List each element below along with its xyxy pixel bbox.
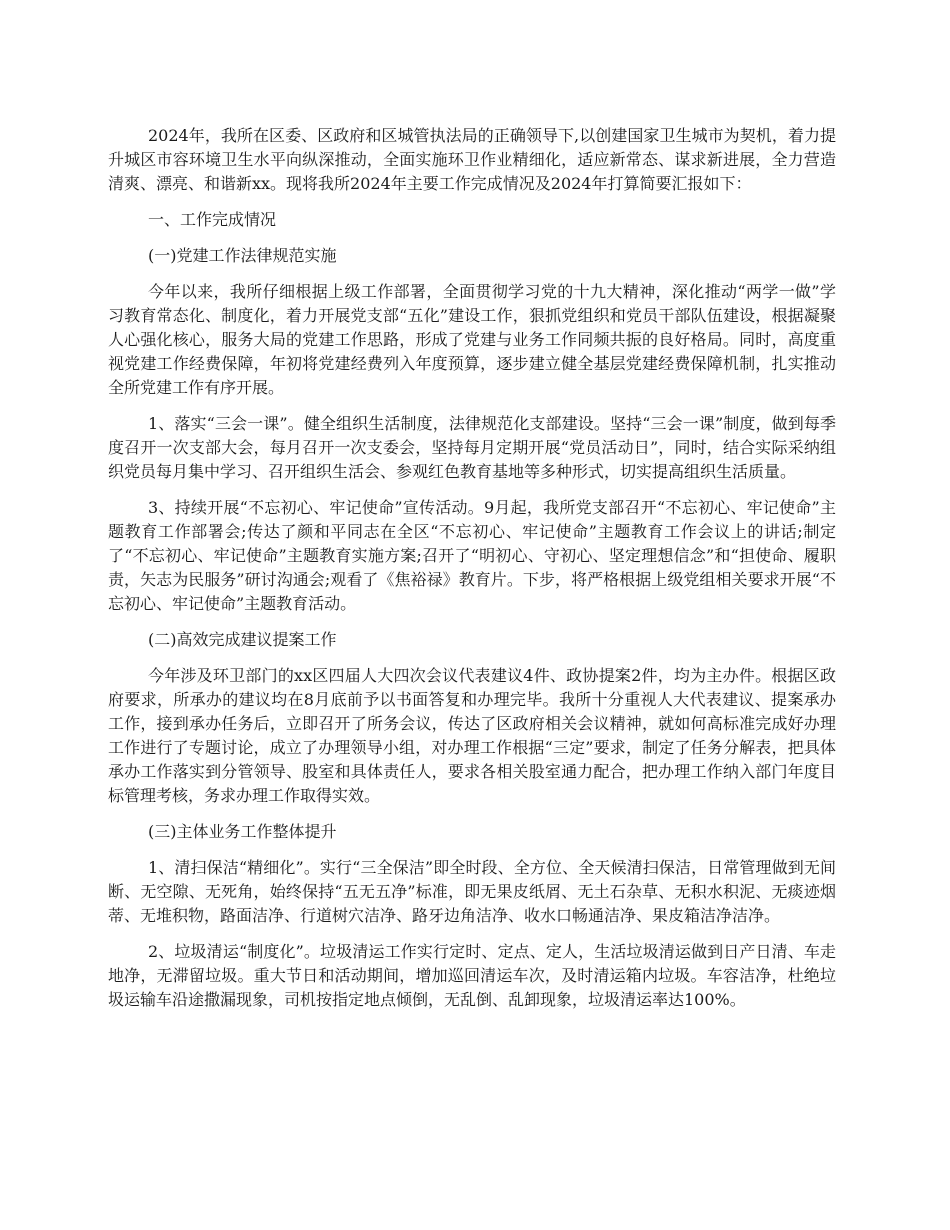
- document-page: [108, 124, 836, 1024]
- proposals-paragraph: 今年涉及环卫部门的xx区四届人大四次会议代表建议4件、政协提案2件，均为主办件。根据区政府要求，所承办的建议均在8月底前予以书面答复和办理完毕。我所十分重视人大代表建议、提案承办工作，接到承办任务后，立即召开了所务会议，传达了区政府相关会议精神，就如何高标准完成好办理工作进行了专题讨论，成立了办理领导小组，对办理工作根据“三定”要求，制定了任务分解表，把具体承办工作落实到分管领导、股室和具体责任人，要求各相关股室通力配合，把办理工作纳入部门年度目标管理考核，务求办理工作取得实效。: [108, 666, 836, 805]
- three-meetings-paragraph: 1、落实“三会一课”。健全组织生活制度，法律规范化支部建设。坚持“三会一课”制度，做到每季度召开一次支部大会，每月召开一次支委会，坚持每月定期开展“党员活动日”，同时，结合实际采纳组织党员每月集中学习、召开组织生活会、参观红色教育基地等多种形式，切实提高组织生活质量。: [108, 414, 836, 481]
- cleaning-paragraph: 1、清扫保洁“精细化”。实行“三全保洁”即全时段、全方位、全天候清扫保洁，日常管理做到无间断、无空隙、无死角，始终保持“五无五净”标准，即无果皮纸屑、无土石杂草、无积水积泥、无痰迹烟蒂、无堆积物，路面洁净、行道树穴洁净、路牙边角洁净、收水口畅通洁净、果皮箱洁净洁净。: [108, 858, 836, 925]
- subsection-heading-party-building: (一)党建工作法律规范实施: [148, 246, 337, 265]
- garbage-transport-paragraph: 2、垃圾清运“制度化”。垃圾清运工作实行定时、定点、定人，生活垃圾清运做到日产日清、车走地净，无滞留垃圾。重大节日和活动期间，增加巡回清运车次，及时清运箱内垃圾。车容洁净，杜绝垃圾运输车沿途撒漏现象，司机按指定地点倾倒，无乱倒、乱卸现象，垃圾清运率达100%。: [108, 942, 836, 1009]
- original-mission-paragraph: 3、持续开展“不忘初心、牢记使命”宣传活动。9月起，我所党支部召开“不忘初心、牢记使命”主题教育工作部署会;传达了颜和平同志在全区“不忘初心、牢记使命”主题教育工作会议上的讲话;制定了“不忘初心、牢记使命”主题教育实施方案;召开了“明初心、守初心、坚定理想信念”和“担使命、履职责，矢志为民服务”研讨沟通会;观看了《焦裕禄》教育片。下步，将严格根据上级党组相关要求开展“不忘初心、牢记使命”主题教育活动。: [108, 498, 836, 613]
- section-heading-work-completion: 一、工作完成情况: [148, 210, 277, 229]
- party-building-paragraph: 今年以来，我所仔细根据上级工作部署，全面贯彻学习党的十九大精神，深化推动“两学一做”学习教育常态化、制度化，着力开展党支部“五化”建设工作，狠抓党组织和党员干部队伍建设，根据凝聚人心强化核心，服务大局的党建工作思路，形成了党建与业务工作同频共振的良好格局。同时，高度重视党建工作经费保障，年初将党建经费列入年度预算，逐步建立健全基层党建经费保障机制，扎实推动全所党建工作有序开展。: [108, 282, 836, 397]
- intro-paragraph: 2024年，我所在区委、区政府和区城管执法局的正确领导下,以创建国家卫生城市为契机，着力提升城区市容环境卫生水平向纵深推动，全面实施环卫作业精细化，适应新常态、谋求新进展，全力营造清爽、漂亮、和谐新xx。现将我所2024年主要工作完成情况及2024年打算简要汇报如下：: [108, 126, 836, 193]
- subsection-heading-proposals: (二)高效完成建议提案工作: [148, 630, 337, 649]
- subsection-heading-main-business: (三)主体业务工作整体提升: [148, 822, 337, 841]
